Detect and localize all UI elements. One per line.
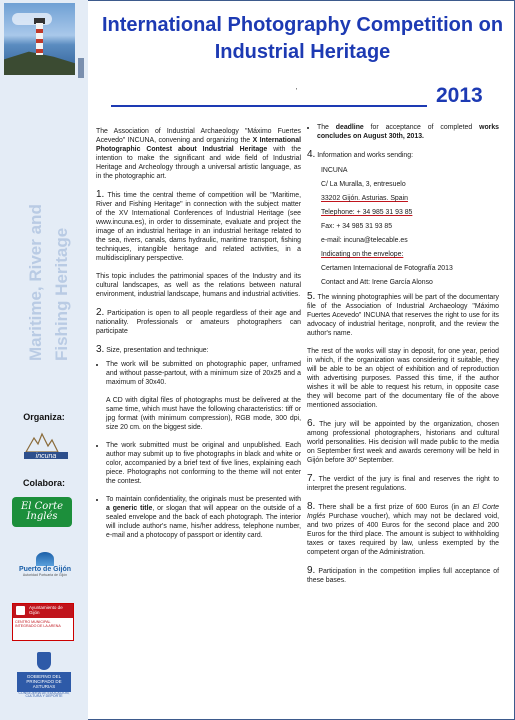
address-city: 33202 Gijón. Asturias. Spain xyxy=(321,195,408,202)
address-contact: Contact and Att: Irene García Alonso xyxy=(321,279,433,286)
ayuntamiento-gijon-logo xyxy=(12,603,74,641)
list-item: • The work will be submitted on photographic paper, unframed and without passe-partout, with a minimum size of 20x25 and a maximum of 30x40. A CD with digital files of photographs must be delivered at the same time, which must have the following characteristics: tiff or jpg format (with minimum compression), RGB mode, 300 dpi, size 20 cm. on the biggest side. xyxy=(106,360,301,432)
left-column xyxy=(96,127,301,549)
address-fax: Fax: + 34 985 31 93 85 xyxy=(321,223,393,230)
rule-2: 2. Participation is open to all people regardless of their age and nationality. Professionals or amateurs photographers can participate xyxy=(96,307,301,335)
rule-6: 6. The jury will be appointed by the organization, chosen among professional photographers, historians and cultural world personalities. His decision will made public to the media on September first week and awards ceremony will be held in Gijón before 30º September. xyxy=(307,418,499,464)
puerto-gijon-sub: Autoridad Portuaria de Gijón xyxy=(22,573,68,577)
right-column xyxy=(307,123,499,594)
rule-3-list xyxy=(96,360,301,540)
address-contest: Certamen Internacional de Fotografía 2013 xyxy=(321,265,453,272)
el-corte-ingles-logo: El Corte Inglés xyxy=(12,497,72,527)
address-block xyxy=(307,166,499,287)
colabora-label: Colabora: xyxy=(22,478,65,488)
year-label: 2013 xyxy=(436,84,483,107)
incuna-logo xyxy=(22,430,70,460)
deadline-item: • The deadline for acceptance of completed works concludes on August 30th, 2013. xyxy=(317,123,499,141)
address-email[interactable]: e-mail: incuna@telecable.es xyxy=(321,237,408,244)
crest-icon xyxy=(37,652,51,670)
crest-icon xyxy=(16,606,25,615)
incuna-logo-text: incuna xyxy=(35,453,57,460)
organiza-label: Organiza: xyxy=(23,412,65,422)
list-item: • To maintain confidentiality, the originals must be presented with a generic title, or slogan that will appear on the outside of a sealed envelope and the back of each photograph. The interior will include author's name, his/her address, telephone number, e-mail and a photocopy of passport or identity card. xyxy=(106,495,301,540)
intro-paragraph: The Association of Industrial Archaeology "Máximo Fuertes Acevedo" INCUNA, convening and organizing the X International Photographic Contest about Industrial Heritage with the intention to make the significant and wide field of Industrial Heritage and Archeology through a universal artistic language, as in the photographic art. xyxy=(96,128,301,180)
asturias-sub: CONSEJERÍA DE EDUCACIÓN, CULTURA Y DEPORTE xyxy=(18,690,70,699)
vertical-title-line1: Maritime, River and xyxy=(26,204,45,361)
rule-7: 7. The verdict of the jury is final and reserves the right to interpret the present regulations. xyxy=(307,473,499,492)
rule-4: 4. Information and works sending: xyxy=(307,149,414,160)
lighthouse-photo xyxy=(4,3,75,75)
decorative-bar xyxy=(78,58,84,78)
rule-5-continued: The rest of the works will stay in deposit, for one year, period in which, if the organization was considering it suitable, they will be able to be an object of exhibition and of reproduction with advertising purposes. Passed this time, if the author wishes it will be able to request his return, in opposite case they will become part of the documentary file of the above mentioned association. xyxy=(307,348,499,409)
sidebar xyxy=(0,0,88,720)
puerto-gijon-name: Puerto de Gijón xyxy=(18,566,72,573)
rule-5: 5. The winning photographies will be part of the documentary file of the Association of Industrial Archaeology "Máximo Fuertes Acevedo" INCUNA that reserves the right to use for its advocacy of industrial heritage, nonprofit, and the review the author's name. xyxy=(307,291,499,337)
rule-9: 9. Participation in the competition implies full acceptance of these bases. xyxy=(307,565,499,584)
cloud-shape xyxy=(12,13,52,25)
deadline-list xyxy=(307,123,499,141)
list-item: • The work submitted must be original and unpublished. Each author may submit up to five photographs in black and white or color, accompanied by a brief text of five lines, explaining each piece. Photographs not conforming to the theme will not enter the contest. xyxy=(106,441,301,486)
stray-mark: ' xyxy=(296,88,298,95)
address-telephone: Telephone: + 34 985 31 93 85 xyxy=(321,209,413,216)
asturias-name: GOBIERNO DEL PRINCIPADO DE ASTURIAS xyxy=(17,672,71,692)
page-title: International Photography Competition on Industrial Heritage xyxy=(101,14,504,63)
principado-asturias-logo xyxy=(17,652,71,702)
vertical-title-line2: Fishing Heritage xyxy=(52,227,71,361)
rule-1-continued: This topic includes the patrimonial spaces of the Industry and its cultural landscapes, as well as the relations between natural environment, industrial landscape, humans and industrial activities. xyxy=(96,273,301,298)
address-street: C/ La Muralla, 3, entresuelo xyxy=(321,181,406,188)
puerto-gijon-logo xyxy=(14,552,76,582)
title-rule xyxy=(111,105,427,107)
ayuntamiento-name: Ayuntamiento de Gijón xyxy=(29,605,63,616)
rule-1: 1. This time the central theme of competition will be "Maritime, River and Fishing Heritage" in connection with the subject matter of the XV International Conferences of Industrial Heritage (see www.incuna.es), in order to disseminate, evaluate and project the image of an industrial heritage in an industrial heritage related to the sea, rivers, canals, dams hydraulic, maritime transport, fishing techniques, intangible heritage and related activities, in a multidisciplinary perspective. xyxy=(96,189,301,262)
rule-8: 8. There shall be a first prize of 600 Euros (in an El Corte Inglés Purchase voucher), which may not be declared void, and two prizes of 400 Euros for the second place and 200 Euros for the third place. The amount is subject to withholding taxes or taxes required by law, unless exempted by the competent organ of the Administration. xyxy=(307,501,499,556)
ayuntamiento-text: CENTRO MUNICIPAL INTEGRADO DE LA ARENA xyxy=(15,620,61,629)
rule-3: 3. Size, presentation and technique: xyxy=(96,344,209,355)
wave-icon xyxy=(36,552,54,566)
address-indicate: Indicating on the envelope: xyxy=(321,251,404,258)
address-org: INCUNA xyxy=(321,167,348,174)
vertical-title xyxy=(11,188,83,364)
lighthouse-tower xyxy=(36,23,43,55)
